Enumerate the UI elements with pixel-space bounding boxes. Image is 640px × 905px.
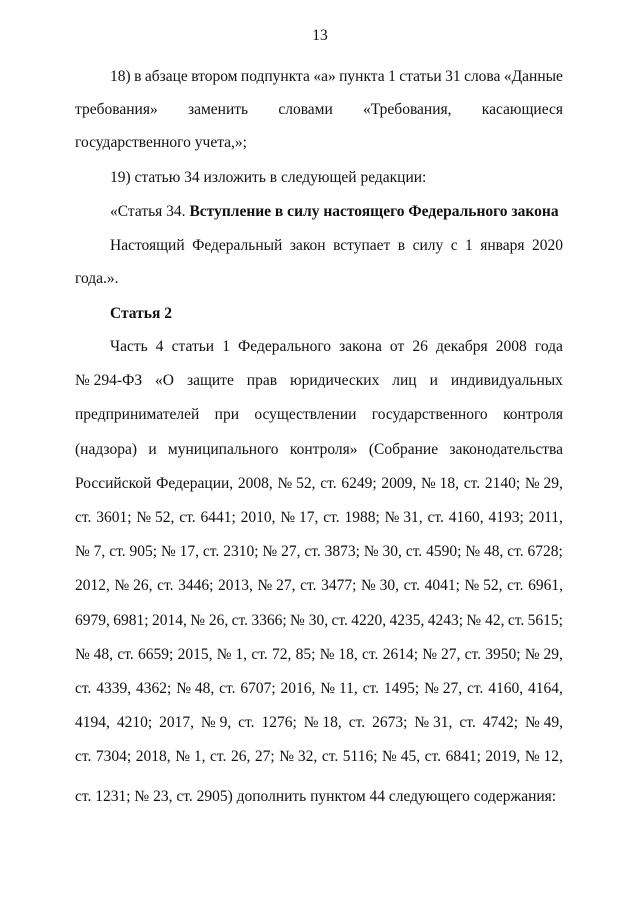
word: 6961, — [528, 577, 563, 595]
word: 6979, — [75, 611, 110, 629]
word: № 52, — [464, 577, 503, 595]
word: ст. — [507, 611, 525, 629]
word: Российской — [75, 474, 152, 492]
item-18-line-3: государственного учета,»; — [75, 134, 247, 151]
word: № 1, — [175, 748, 206, 766]
word: абзаце — [144, 68, 188, 85]
word: № 45, — [382, 748, 421, 766]
word: 31 — [445, 68, 461, 85]
word: 2016, — [280, 680, 316, 697]
article-2-line — [75, 475, 563, 493]
word: № 29, — [524, 645, 563, 663]
word: 2010, — [240, 509, 276, 526]
article-34-title: Вступление в силу настоящего Федерального закона — [189, 203, 559, 220]
word: 4160, — [488, 680, 524, 697]
word: словами — [278, 101, 333, 118]
word: 1495; — [383, 680, 420, 697]
word: 2015, — [177, 645, 213, 663]
word: № 32, — [279, 748, 318, 766]
word: 1988; — [344, 509, 380, 526]
word: и — [148, 440, 157, 458]
word: ст. — [405, 543, 423, 561]
word: 26 — [412, 338, 428, 355]
word: ст. — [179, 509, 196, 526]
word: осуществлении — [254, 406, 357, 424]
word: ст. — [251, 645, 268, 663]
word: ст. — [202, 543, 220, 561]
word: 1 — [465, 237, 473, 254]
word: Настоящий — [110, 237, 185, 254]
word: силу — [412, 237, 444, 254]
word: 2012, — [75, 577, 110, 595]
word: ст. — [459, 714, 476, 732]
word: ст. — [424, 748, 442, 766]
word: 6728; — [527, 543, 563, 561]
word: 1276; — [261, 714, 297, 732]
word: 1 — [222, 338, 230, 355]
word: 2673; — [372, 714, 408, 732]
word: касающиеся — [481, 101, 563, 118]
item-19: 19) статью 34 изложить в следующей редакции: — [110, 169, 427, 186]
word: ст. — [300, 577, 317, 595]
word: 2013, — [217, 577, 253, 595]
word: 2009, — [381, 474, 417, 492]
word: 6841; — [445, 748, 481, 766]
word: «а» — [313, 68, 336, 85]
word: «Данные — [503, 68, 563, 85]
item-18-line-1 — [110, 68, 563, 86]
word: Федерального — [238, 338, 332, 355]
word: декабря — [435, 338, 488, 355]
word: 2008, — [237, 474, 273, 492]
word: 4041; — [424, 577, 460, 595]
word: ст. — [467, 680, 484, 697]
word: 2019, — [485, 748, 521, 766]
word: 2011, — [528, 509, 563, 526]
word: при — [214, 406, 239, 424]
word: 3446; — [178, 577, 214, 595]
word: 4235, — [389, 611, 425, 629]
word: № 27, — [257, 577, 296, 595]
word: 6441; — [200, 509, 236, 526]
article-34-heading — [110, 203, 559, 221]
word: статьи — [171, 338, 215, 355]
word: № 27, — [262, 543, 301, 561]
word: Часть — [110, 338, 148, 355]
word: статьи — [399, 68, 442, 85]
word: 4193; — [488, 509, 524, 526]
word: 2008 — [495, 338, 527, 355]
word: в — [397, 237, 406, 254]
word: 5116; — [342, 748, 378, 766]
word: 26, — [230, 748, 251, 766]
article-2-line — [75, 646, 563, 664]
word: 4590; — [426, 543, 462, 561]
word: ст. — [362, 680, 380, 697]
word: ст. — [362, 645, 379, 663]
word: муниципального — [167, 440, 279, 458]
word: 4 — [155, 338, 164, 355]
word: № 18, — [319, 645, 358, 663]
word: ст. — [210, 748, 227, 766]
word: ст. — [348, 714, 366, 732]
word: ст. — [219, 680, 236, 697]
word: слова — [464, 68, 501, 85]
word: ст. — [463, 474, 481, 492]
word: 27; — [254, 748, 275, 766]
word: 905; — [129, 543, 158, 561]
word: контроля» — [289, 440, 358, 458]
article-2-heading: Статья 2 — [110, 305, 172, 322]
article-2-line — [75, 441, 563, 459]
word: подпункта — [240, 68, 310, 85]
word: 2020 — [532, 237, 563, 254]
word: контроля — [503, 406, 563, 424]
word: № 26, — [114, 577, 153, 595]
word: 4243; — [427, 611, 464, 629]
word: заменить — [187, 101, 249, 118]
word: № 52, — [136, 509, 175, 526]
word: 1 — [388, 68, 396, 85]
word: юридических — [290, 372, 380, 390]
word: ст. — [403, 577, 420, 595]
word: закона — [339, 338, 382, 355]
word: требования» — [75, 101, 158, 118]
page-number: 13 — [312, 27, 328, 44]
word: 4194, — [75, 714, 110, 732]
word: года — [534, 338, 563, 355]
word: 3873; — [324, 543, 360, 561]
word: ст. — [507, 543, 524, 561]
word: Федерации, — [156, 474, 234, 492]
word: ст. — [304, 543, 321, 561]
word: прав — [246, 372, 278, 390]
word: № 18, — [420, 474, 460, 492]
article-2-line — [75, 543, 563, 561]
word: защите — [186, 372, 234, 390]
word: (Собрание — [368, 440, 439, 458]
word: № 294-ФЗ — [75, 372, 143, 390]
word: 3601; — [96, 509, 132, 526]
word: ст. — [331, 611, 348, 629]
word: № 7, — [75, 543, 106, 561]
word: 4164, — [528, 680, 563, 697]
word: № 18, — [303, 714, 342, 732]
word: № 52, — [277, 474, 316, 492]
article-2-line — [75, 748, 563, 766]
word: и — [429, 372, 438, 390]
word: № 9, — [200, 714, 232, 732]
article-2-line — [75, 680, 563, 698]
word: ст. — [321, 748, 339, 766]
word: ст. — [117, 645, 134, 663]
word: № 12, — [524, 748, 563, 766]
word: 2140; — [484, 474, 521, 492]
word: пункта — [339, 68, 385, 85]
word: ст. — [75, 680, 92, 697]
word: законодательства — [449, 440, 563, 458]
word: 4160, — [448, 509, 484, 526]
word: 2014, — [151, 611, 187, 629]
article-34-text-line-1 — [110, 237, 563, 255]
word: № 49, — [524, 714, 563, 732]
word: № 48, — [465, 543, 504, 561]
word: 72, — [271, 645, 292, 663]
word: ст. — [464, 645, 481, 663]
word: № 48, — [176, 680, 215, 697]
word: 2310; — [223, 543, 259, 561]
item-18-line-2 — [75, 101, 563, 119]
article-34-text-line-2: года.». — [75, 270, 119, 287]
word: 7304; — [95, 748, 132, 766]
article-2-line — [75, 372, 563, 390]
word: 4220, — [351, 611, 387, 629]
word: 4742; — [482, 714, 518, 732]
word: 4339, — [96, 680, 132, 697]
word: № 29, — [524, 474, 563, 492]
article-2-line — [75, 612, 563, 630]
word: (надзора) — [75, 440, 137, 458]
word: 3477; — [321, 577, 357, 595]
word: ст. — [231, 611, 248, 629]
word: № 30, — [360, 577, 400, 595]
word: № 31, — [384, 509, 423, 526]
word: в — [134, 68, 142, 85]
word: ст. — [427, 509, 444, 526]
word: ст. — [507, 577, 524, 595]
word: № 17, — [280, 509, 319, 526]
word: лиц — [392, 372, 417, 390]
word: предпринимателей — [75, 406, 200, 424]
word: № 30, — [290, 611, 329, 629]
article-2-line — [75, 509, 563, 527]
word: государственного — [371, 406, 488, 424]
word: индивидуальных — [450, 372, 563, 390]
word: 6249; — [341, 474, 377, 492]
word: 4210; — [116, 714, 153, 732]
word: 3366; — [251, 611, 287, 629]
word: 2614; — [382, 645, 419, 663]
word: № 1, — [216, 645, 248, 663]
word: вступает — [333, 237, 391, 254]
word: от — [389, 338, 405, 355]
word: 3950; — [485, 645, 521, 663]
word: ст. — [323, 509, 340, 526]
word: 4362; — [136, 680, 172, 697]
word: 2017, — [159, 714, 194, 732]
article-2-line — [75, 577, 563, 595]
word: 18) — [110, 68, 131, 85]
word: «Требования, — [363, 101, 452, 118]
word: ст. — [320, 474, 337, 492]
article-2-line — [75, 714, 563, 732]
article-2-line — [110, 338, 563, 356]
word: 2018, — [135, 748, 171, 766]
word: № 31, — [414, 714, 453, 732]
word: втором — [191, 68, 238, 85]
word: № 27, — [422, 645, 461, 663]
word: № 26, — [190, 611, 229, 629]
word: ст. — [238, 714, 255, 732]
word: января — [480, 237, 525, 254]
article-2-line — [75, 406, 563, 424]
word: закон — [289, 237, 326, 254]
word: 5615; — [527, 611, 563, 629]
article-34-prefix: «Статья 34. — [110, 203, 190, 220]
article-2-last-line: ст. 1231; № 23, ст. 2905) дополнить пунктом 44 следующего содержания: — [75, 788, 557, 805]
word: ст. — [75, 748, 92, 766]
word: 6981; — [113, 611, 149, 629]
word: № 17, — [160, 543, 199, 561]
word: № 27, — [424, 680, 463, 697]
word: ст. — [109, 543, 126, 561]
word: № 11, — [320, 680, 358, 697]
word: с — [450, 237, 458, 254]
word: № 42, — [466, 611, 505, 629]
word: 6707; — [240, 680, 276, 697]
word: ст. — [157, 577, 174, 595]
word: «О — [155, 372, 174, 390]
word: ст. — [75, 509, 92, 526]
word: № 30, — [363, 543, 402, 561]
word: 6659; — [137, 645, 174, 663]
word: 85; — [295, 645, 316, 663]
word: Федеральный — [192, 237, 283, 254]
word: № 48, — [75, 645, 114, 663]
